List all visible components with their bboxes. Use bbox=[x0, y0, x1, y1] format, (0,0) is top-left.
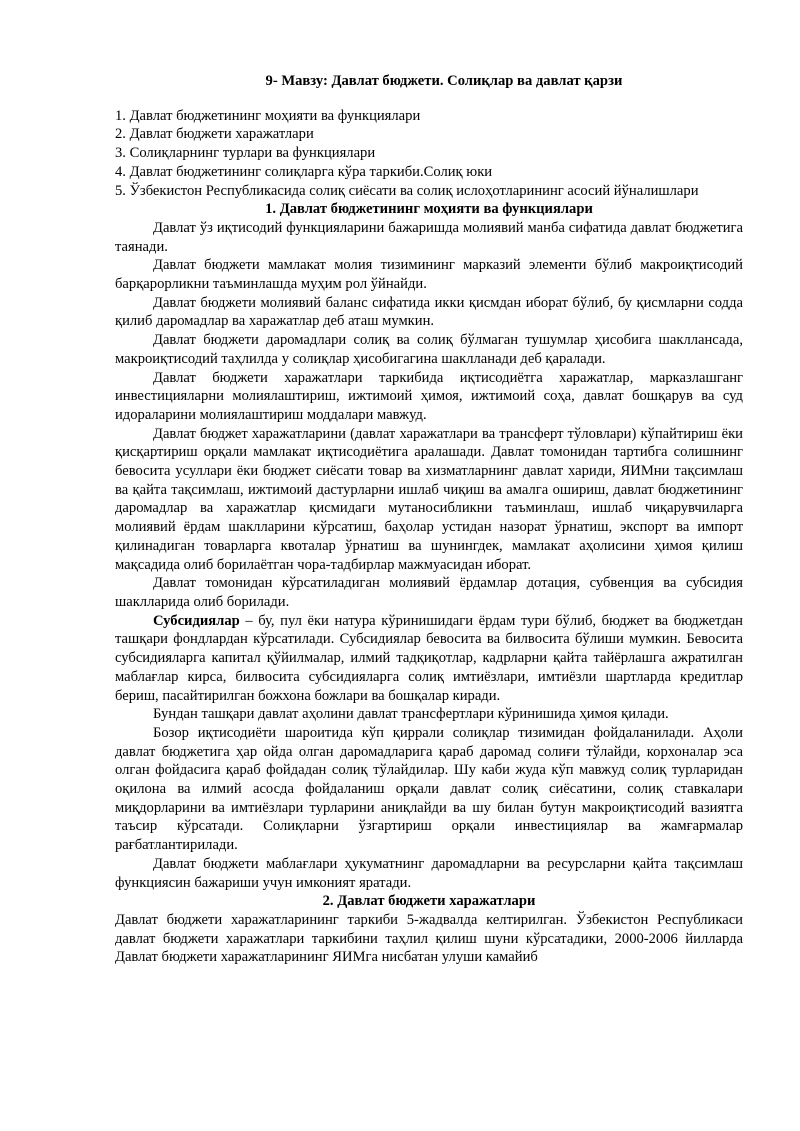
paragraph: Давлат бюджети харажатлари таркибида иқтисодиётга харажатлар, марказлашганг инвестицияларни молиялаштириш, ижтимоий ҳимоя, ижтимоий соҳа, давлат бошқарув ва суд идораларини молиялаштириш моддалари мавжуд. bbox=[115, 369, 743, 423]
outline-item: 1. Давлат бюджетининг моҳияти ва функциялари bbox=[115, 107, 421, 124]
term-subsidies: Субсидиялар bbox=[153, 612, 240, 629]
paragraph-subsidies bbox=[115, 612, 743, 706]
section-1-heading: 1. Давлат бюджетининг моҳияти ва функциялари bbox=[265, 201, 593, 218]
paragraph: Давлат бюджети маблағлари ҳукуматнинг даромадларни ва ресурсларни қайта тақсимлаш функциясин бажариши учун имконият яратади. bbox=[115, 855, 743, 891]
topic-outline bbox=[115, 107, 743, 201]
paragraph: Давлат бюджети харажатларининг таркиби 5-жадвалда келтирилган. Ўзбекистон Республикаси давлат бюджети харажатлари таркибини таҳлил қилиш шуни кўрсатадики, 2000-2006 йилларда Давлат бюджети харажатларининг ЯИМга нисбатан улуши камайиб bbox=[115, 911, 743, 966]
paragraph: Давлат томонидан кўрсатиладиган молиявий ёрдамлар дотация, субвенция ва субсидия шаклларида олиб борилади. bbox=[115, 575, 743, 610]
paragraph: Давлат бюджети мамлакат молия тизимининг марказий элементи бўлиб макроиқтисодий барқарорликни таъминлашда муҳим рол ўйнайди. bbox=[115, 257, 743, 293]
document-page bbox=[115, 72, 743, 967]
document-title: 9- Мавзу: Давлат бюджети. Солиқлар ва давлат қарзи bbox=[265, 73, 623, 89]
paragraph: Давлат бюджети даромадлари солиқ ва солиқ бўлмаган тушумлар ҳисобига шакллансада, макроиқтисодий таҳлилда у солиқлар ҳисобигагина шаклланади деб қаралади. bbox=[115, 332, 743, 367]
outline-item: 4. Давлат бюджетининг солиқларга кўра таркиби.Солиқ юки bbox=[115, 163, 493, 180]
section-2-heading: 2. Давлат бюджети харажатлари bbox=[322, 893, 536, 910]
paragraph: Бундан ташқари давлат аҳолини давлат трансфертлари кўринишида ҳимоя қилади. bbox=[153, 706, 669, 723]
paragraph: Бозор иқтисодиёти шароитида кўп қиррали солиқлар тизимидан фойдаланилади. Аҳоли давлат бюджетига ҳар ойда олган даромадларига қараб даромад солиғи тўлайди, корхоналар эса олган фойдасига қараб фойдадан солиқ тўлайдилар. Шу каби жуда кўп мавжуд солиқ турларидан оқилона ва илмий асосда фойдаланиш орқали давлат солиқ сиёсатини, солиқ ставкалари миқдорларини ва имтиёзлари турларини аниқлайди ва шу билан бутун макроиқтисодий вазиятга таъсир кўрсатади. Солиқларни ўзгартириш орқали инвестициялар ва жамғармалар рағбатлантирилади. bbox=[115, 724, 743, 854]
paragraph: Давлат бюджет харажатларини (давлат харажатлари ва трансферт тўловлари) кўпайтириш ёки қисқартириш орқали мамлакат иқтисодиётига аралашади. Давлат томонидан тартибга солишнинг бевосита усуллари ёки бюджет сиёсати товар ва хизматларнинг давлат хариди, ЯИМни тақсимлаш ва қайта тақсимлаш, ижтимоий дастурларни ишлаб чиқиш ва амалга ошириш, давлат бюджетининг даромадлар ва харажатлар қисмидаги мутаносибликни таъминлаш, ишлаб чиқарувчиларга молиявий ёрдам шаклларини кўрсатиш, баҳолар устидан назорат ўрнатиш, экспорт ва импорт қилинадиган товарларга квоталар ўрнатиш ва шунингдек, мамлакат аҳолисини ҳимоя қилиш мақсадида олиб борилаётган чора-тадбирлар мажмуасидан иборат. bbox=[115, 425, 743, 573]
outline-item: 5. Ўзбекистон Республикасида солиқ сиёсати ва солиқ ислоҳотларининг асосий йўналишлари bbox=[115, 182, 699, 199]
outline-item: 2. Давлат бюджети харажатлари bbox=[115, 126, 314, 143]
paragraph: Давлат бюджети молиявий баланс сифатида икки қисмдан иборат бўлиб, бу қисмларни содда қилиб даромадлар ва харажатлар деб аташ мумкин. bbox=[115, 294, 743, 330]
paragraph: Давлат ўз иқтисодий функцияларини бажаришда молиявий манба сифатида давлат бюджетига таянади. bbox=[115, 219, 743, 255]
paragraph-text: – бу, пул ёки натура кўринишидаги ёрдам тури бўлиб, бюджет ва бюджетдан ташқари фондлардан кўрсатилади. Субсидиялар бевосита ва билвосита бўлиши мумкин. Бевосита субсидияларга капитал қўйилмалар, илмий тадқиқотлар, кадрларни қайта тайёрлашга ажратилган маблағлар кирса, билвосита субсидияларга солиқ имтиёзлари, имтиёзли шартларда кредитлар бериш, пасайтирилган божхона божлари ва бошқалар киради. bbox=[115, 612, 743, 704]
outline-item: 3. Солиқларнинг турлари ва функциялари bbox=[115, 145, 376, 162]
